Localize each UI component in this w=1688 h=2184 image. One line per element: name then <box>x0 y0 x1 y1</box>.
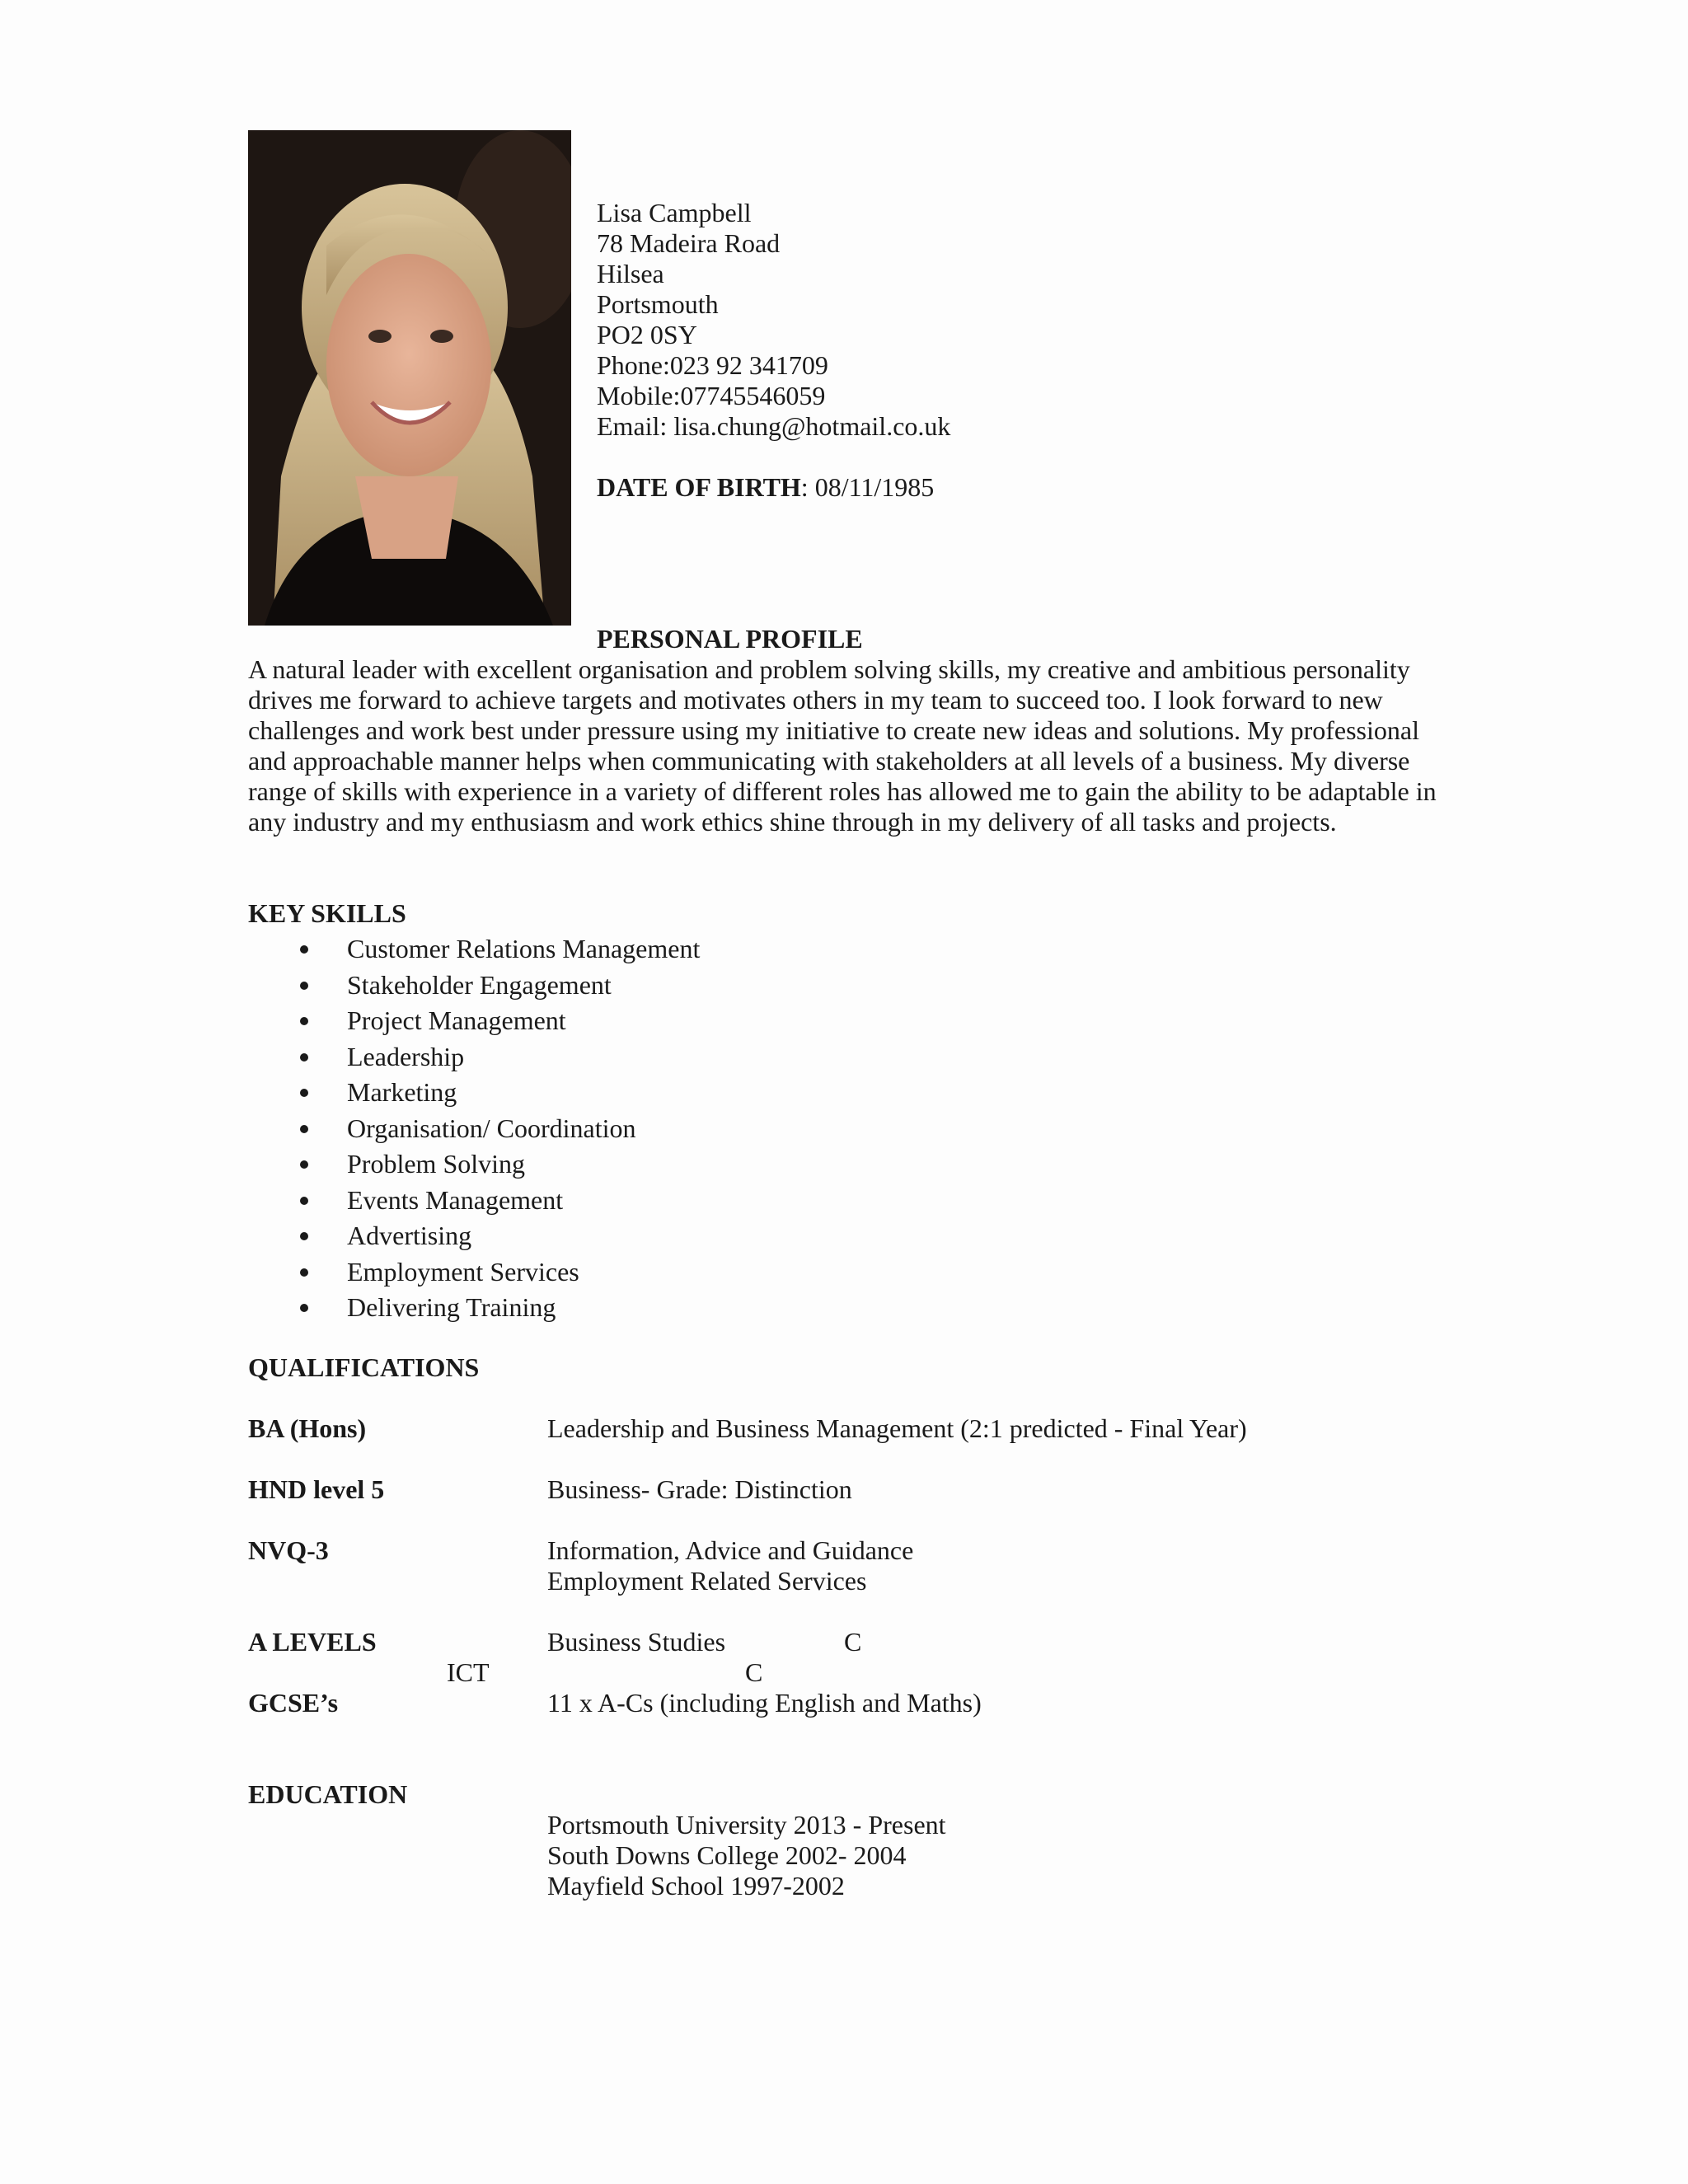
skill-label: Problem Solving <box>347 1149 526 1179</box>
key-skills-heading: KEY SKILLS <box>248 898 406 928</box>
list-item <box>248 968 700 1004</box>
bullet-icon <box>300 1304 308 1312</box>
bullet-icon <box>300 982 308 990</box>
bullet-icon <box>300 945 308 954</box>
list-item <box>248 1218 700 1254</box>
dob-value: : 08/11/1985 <box>800 472 935 502</box>
bullet-icon <box>300 1125 308 1133</box>
nvq-value-1: Information, Advice and Guidance <box>547 1535 914 1565</box>
hnd-value: Business- Grade: Distinction <box>547 1474 852 1504</box>
address-area: Hilsea <box>597 259 664 288</box>
bullet-icon <box>300 1089 308 1097</box>
skill-label: Employment Services <box>347 1256 579 1286</box>
list-item <box>248 1111 700 1147</box>
contact-details <box>597 198 950 503</box>
a-level-subject-1: Business Studies <box>547 1627 726 1657</box>
skill-label: Marketing <box>347 1077 457 1107</box>
skill-label: Stakeholder Engagement <box>347 969 612 1000</box>
qualifications-heading: QUALIFICATIONS <box>248 1352 480 1382</box>
dob-label: DATE OF BIRTH <box>597 472 801 502</box>
list-item <box>248 1254 700 1291</box>
ba-label: BA (Hons) <box>248 1413 367 1443</box>
address-city: Portsmouth <box>597 289 719 319</box>
key-skills-list <box>248 931 700 1326</box>
skill-label: Advertising <box>347 1221 472 1250</box>
list-item <box>248 1003 700 1039</box>
skill-label: Organisation/ Coordination <box>347 1113 636 1143</box>
personal-profile-text: A natural leader with excellent organisation and problem solving skills, my creative and ambitious personality drives me forward to achieve targets and motivates others in my team to succeed too. I look forward to new challenges and work best under pressure using my initiative to create new ideas and solutions. My professional and approachable manner helps when communicating with stakeholders at all levels of a business. My diverse range of skills with experience in a variety of different roles has allowed me to gain the ability to be adaptable in any industry and my enthusiasm and work ethics shine through in my delivery of all tasks and projects. <box>248 654 1437 837</box>
phone-number: Phone:023 92 341709 <box>597 350 828 380</box>
gcse-value: 11 x A-Cs (including English and Maths) <box>547 1688 982 1718</box>
bullet-icon <box>300 1197 308 1205</box>
list-item <box>248 1290 700 1326</box>
bullet-icon <box>300 1160 308 1169</box>
a-level-grade-1: C <box>844 1627 862 1657</box>
list-item <box>248 931 700 968</box>
list-item <box>248 1075 700 1111</box>
hnd-label: HND level 5 <box>248 1474 385 1504</box>
education-item-2: South Downs College 2002- 2004 <box>547 1840 907 1870</box>
education-item-1: Portsmouth University 2013 - Present <box>547 1810 946 1840</box>
bullet-icon <box>300 1268 308 1277</box>
ba-value: Leadership and Business Management (2:1 predicted - Final Year) <box>547 1413 1247 1443</box>
bullet-icon <box>300 1017 308 1025</box>
list-item <box>248 1039 700 1076</box>
profile-photo <box>248 130 571 626</box>
skill-label: Project Management <box>347 1005 566 1035</box>
mobile-number: Mobile:07745546059 <box>597 381 826 410</box>
candidate-name: Lisa Campbell <box>597 198 752 227</box>
a-level-subject-2: ICT <box>447 1657 490 1687</box>
a-levels-label: A LEVELS <box>248 1627 377 1657</box>
skill-label: Customer Relations Management <box>347 934 701 963</box>
email-address[interactable]: Email: lisa.chung@hotmail.co.uk <box>597 411 951 441</box>
address-street: 78 Madeira Road <box>597 228 781 258</box>
skill-label: Events Management <box>347 1184 564 1215</box>
nvq-value-2: Employment Related Services <box>547 1566 867 1596</box>
nvq-label: NVQ-3 <box>248 1535 329 1565</box>
address-postcode: PO2 0SY <box>597 320 697 349</box>
list-item <box>248 1146 700 1183</box>
list-item <box>248 1183 700 1219</box>
education-item-3: Mayfield School 1997-2002 <box>547 1871 845 1900</box>
personal-profile-heading: PERSONAL PROFILE <box>597 624 863 654</box>
bullet-icon <box>300 1232 308 1240</box>
a-level-grade-2: C <box>745 1657 763 1687</box>
portrait-photo-icon <box>248 130 571 626</box>
date-of-birth <box>597 472 950 503</box>
education-heading: EDUCATION <box>248 1779 408 1809</box>
skill-label: Delivering Training <box>347 1292 556 1322</box>
bullet-icon <box>300 1053 308 1062</box>
skill-label: Leadership <box>347 1041 465 1071</box>
gcse-label: GCSE’s <box>248 1688 339 1718</box>
